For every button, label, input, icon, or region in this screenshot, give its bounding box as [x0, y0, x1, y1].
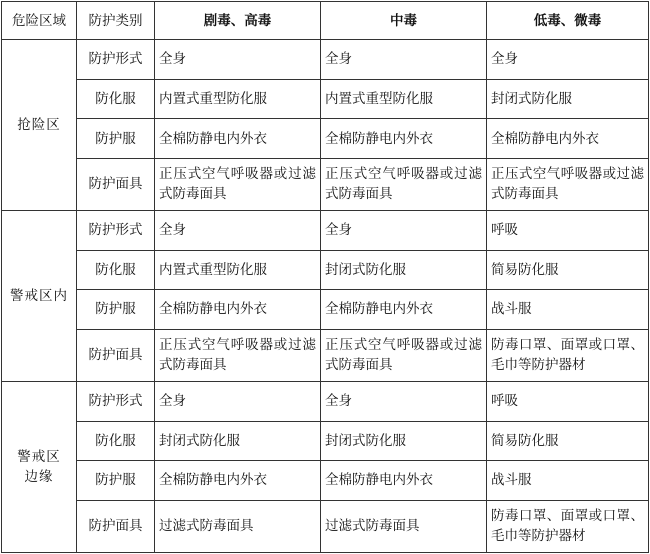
header-low-toxic: 低毒、微毒: [487, 2, 649, 40]
value-cell: 防毒口罩、面罩或口罩、毛巾等防护器材: [487, 500, 649, 552]
value-cell: 全棉防静电内外衣: [321, 461, 487, 501]
category-cell: 防护面具: [77, 500, 155, 552]
value-cell: 防毒口罩、面罩或口罩、毛巾等防护器材: [487, 329, 649, 381]
table-row: [2, 421, 649, 461]
value-cell: 全身: [155, 40, 321, 80]
value-cell: 内置式重型防化服: [321, 79, 487, 119]
value-cell: 封闭式防化服: [155, 421, 321, 461]
value-cell: 过滤式防毒面具: [321, 500, 487, 552]
table-row: [2, 40, 649, 80]
category-cell: 防护面具: [77, 329, 155, 381]
header-protection-category: 防护类别: [77, 2, 155, 40]
value-cell: 封闭式防化服: [487, 79, 649, 119]
value-cell: 全棉防静电内外衣: [155, 119, 321, 159]
value-cell: 封闭式防化服: [321, 421, 487, 461]
table-row: [2, 119, 649, 159]
value-cell: 全棉防静电内外衣: [321, 119, 487, 159]
header-moderately-toxic: 中毒: [321, 2, 487, 40]
value-cell: 正压式空气呼吸器或过滤式防毒面具: [155, 158, 321, 210]
category-cell: 防护服: [77, 461, 155, 501]
category-cell: 防化服: [77, 421, 155, 461]
value-cell: 正压式空气呼吸器或过滤式防毒面具: [155, 329, 321, 381]
value-cell: 封闭式防化服: [321, 250, 487, 290]
header-danger-area: 危险区域: [2, 2, 77, 40]
category-cell: 防护形式: [77, 381, 155, 421]
area-cell-rescue-zone: 抢险区: [2, 40, 77, 211]
value-cell: 全棉防静电内外衣: [487, 119, 649, 159]
value-cell: 战斗服: [487, 290, 649, 330]
value-cell: 全身: [321, 381, 487, 421]
value-cell: 内置式重型防化服: [155, 250, 321, 290]
value-cell: 全身: [321, 40, 487, 80]
value-cell: 全棉防静电内外衣: [155, 461, 321, 501]
table-row: [2, 381, 649, 421]
table-row: [2, 461, 649, 501]
category-cell: 防护服: [77, 119, 155, 159]
area-cell-cordon-edge: [2, 381, 77, 552]
table-row: [2, 290, 649, 330]
category-cell: 防护形式: [77, 40, 155, 80]
value-cell: 正压式空气呼吸器或过滤式防毒面具: [487, 158, 649, 210]
table-row: [2, 250, 649, 290]
value-cell: 过滤式防毒面具: [155, 500, 321, 552]
value-cell: 呼吸: [487, 381, 649, 421]
table-row: [2, 500, 649, 552]
header-highly-toxic: 剧毒、高毒: [155, 2, 321, 40]
value-cell: 简易防化服: [487, 250, 649, 290]
table-row: [2, 210, 649, 250]
value-cell: 全身: [487, 40, 649, 80]
area-label: 警戒区边缘: [17, 448, 61, 485]
value-cell: 全棉防静电内外衣: [321, 290, 487, 330]
value-cell: 呼吸: [487, 210, 649, 250]
category-cell: 防护形式: [77, 210, 155, 250]
value-cell: 全身: [155, 210, 321, 250]
value-cell: 全身: [321, 210, 487, 250]
value-cell: 全身: [155, 381, 321, 421]
table-row: [2, 158, 649, 210]
header-row: [2, 2, 649, 40]
value-cell: 内置式重型防化服: [155, 79, 321, 119]
value-cell: 正压式空气呼吸器或过滤式防毒面具: [321, 329, 487, 381]
value-cell: 战斗服: [487, 461, 649, 501]
table-row: [2, 79, 649, 119]
value-cell: 全棉防静电内外衣: [155, 290, 321, 330]
protection-table: [1, 1, 649, 553]
category-cell: 防化服: [77, 79, 155, 119]
value-cell: 简易防化服: [487, 421, 649, 461]
category-cell: 防护服: [77, 290, 155, 330]
category-cell: 防护面具: [77, 158, 155, 210]
area-cell-inside-cordon: 警戒区内: [2, 210, 77, 381]
category-cell: 防化服: [77, 250, 155, 290]
table-row: [2, 329, 649, 381]
value-cell: 正压式空气呼吸器或过滤式防毒面具: [321, 158, 487, 210]
